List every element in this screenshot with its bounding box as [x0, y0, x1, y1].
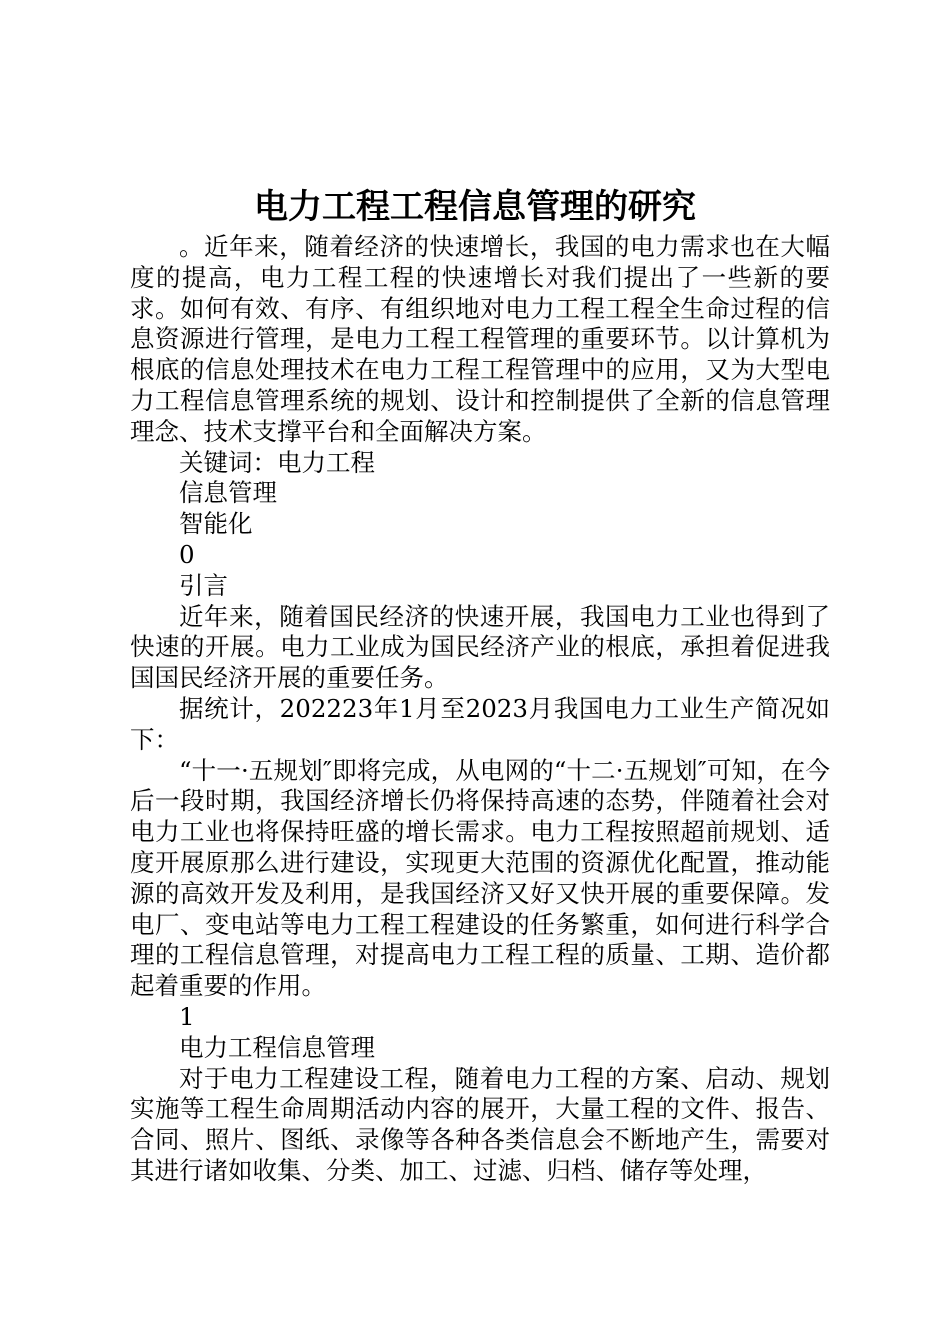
document-body — [130, 232, 830, 1187]
keywords-line: 关键词：电力工程 — [179, 447, 375, 477]
body-paragraph: 近年来，随着国民经济的快速开展，我国电力工业也得到了快速的开展。电力工业成为国民经济产业的根底，承担着促进我国国民经济开展的重要任务。 — [130, 601, 830, 693]
document-title: 电力工程工程信息管理的研究 — [254, 187, 696, 227]
body-paragraph: “十一·五规划″即将完成，从电网的“十二·五规划″可知，在今后一段时期，我国经济增长仍将保持高速的态势，伴随着社会对电力工业也将保持旺盛的增长需求。电力工程按照超前规划、适度开展原那么进行建设，实现更大范围的资源优化配置，推动能源的高效开发及利用，是我国经济又好又快开展的重要保障。发电厂、变电站等电力工程工程建设的任务繁重，如何进行科学合理的工程信息管理，对提高电力工程工程的质量、工期、造价都起着重要的作用。 — [130, 755, 830, 1001]
section-heading: 电力工程信息管理 — [179, 1032, 375, 1062]
section-number: 0 — [179, 539, 195, 569]
body-paragraph: 据统计，202223年1月至2023月我国电力工业生产简况如下： — [130, 693, 830, 754]
section-number: 1 — [179, 1001, 195, 1031]
abstract-paragraph: 。近年来，随着经济的快速增长，我国的电力需求也在大幅度的提高，电力工程工程的快速增长对我们提出了一些新的要求。如何有效、有序、有组织地对电力工程工程全生命过程的信息资源进行管理，是电力工程工程管理的重要环节。以计算机为根底的信息处理技术在电力工程工程管理中的应用，又为大型电力工程信息管理系统的规划、设计和控制提供了全新的信息管理理念、技术支撑平台和全面解决方案。 — [130, 232, 830, 446]
keyword-item: 信息管理 — [179, 478, 277, 508]
section-heading: 引言 — [179, 570, 228, 600]
keyword-item: 智能化 — [179, 509, 253, 539]
body-paragraph: 对于电力工程建设工程，随着电力工程的方案、启动、规划实施等工程生命周期活动内容的展开，大量工程的文件、报告、合同、照片、图纸、录像等各种各类信息会不断地产生，需要对其进行诸如收集、分类、加工、过滤、归档、储存等处理， — [130, 1063, 830, 1185]
